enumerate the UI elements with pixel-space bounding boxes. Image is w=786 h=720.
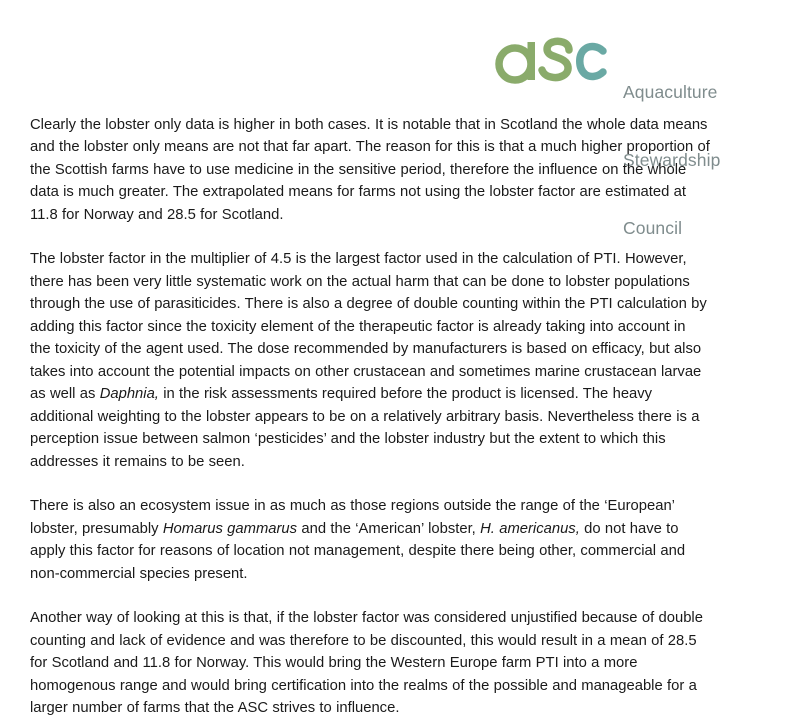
asc-logo-mark	[491, 22, 609, 94]
paragraph: Another way of looking at this is that, if the lobster factor was considered unjustified because of double counting and lack of evidence and was therefore to be discounted, this would result in a mean of 28.5 for Scotland and 11.8 for Norway. This would bring the Western Europe farm PTI into a more homogenous range and would bring certification into the realms of the possible and manageable for a larger number of farms that the ASC strives to influence.	[30, 610, 703, 717]
paragraph: The lobster factor in the multiplier of 4.5 is the largest factor used in the calculation of PTI. However, there has been very little systematic work on the actual harm that can be done to lobster populations through the use of parasiticides. There is also a degree of double counting within the PTI calculation by adding this factor since the toxicity element of the therapeutic factor is already taking into account in the toxicity of the agent used. The dose recommended by manufacturers is based on efficacy, but also takes into account the potential impacts on other crustacean and sometimes marine crustacean larvae as well as Daphnia, in the risk assessments required before the product is licensed. The heavy additional weighting to the lobster appears to be on a relatively arbitrary basis. Nevertheless there is a perception issue between salmon ‘pesticides’ and the lobster industry but the extent to which this addresses it remains to be seen.	[30, 251, 707, 470]
document-body	[30, 114, 710, 720]
paragraph: There is also an ecosystem issue in as much as those regions outside the range of the ‘European’ lobster, presumably Homarus gammarus and the ‘American’ lobster, H. americanus, do not have to apply this factor for reasons of location not management, despite there being other, commercial and non-commercial species present.	[30, 498, 686, 582]
asc-wordmark-line-3: Council	[623, 217, 683, 238]
paragraph: Clearly the lobster only data is higher in both cases. It is notable that in Scotland the whole data means and the lobster only means are not that far apart. The reason for this is that a much higher proportion of the Scottish farms have to use medicine in the sensitive period, therefore the influence on the whole data is much greater. The extrapolated means for farms not using the lobster factor are estimated at 11.8 for Norway and 28.5 for Scotland.	[30, 117, 710, 223]
asc-wordmark-line-1: Aquaculture	[623, 82, 718, 103]
asc-wordmark-line-2: Stewardship	[623, 149, 721, 170]
